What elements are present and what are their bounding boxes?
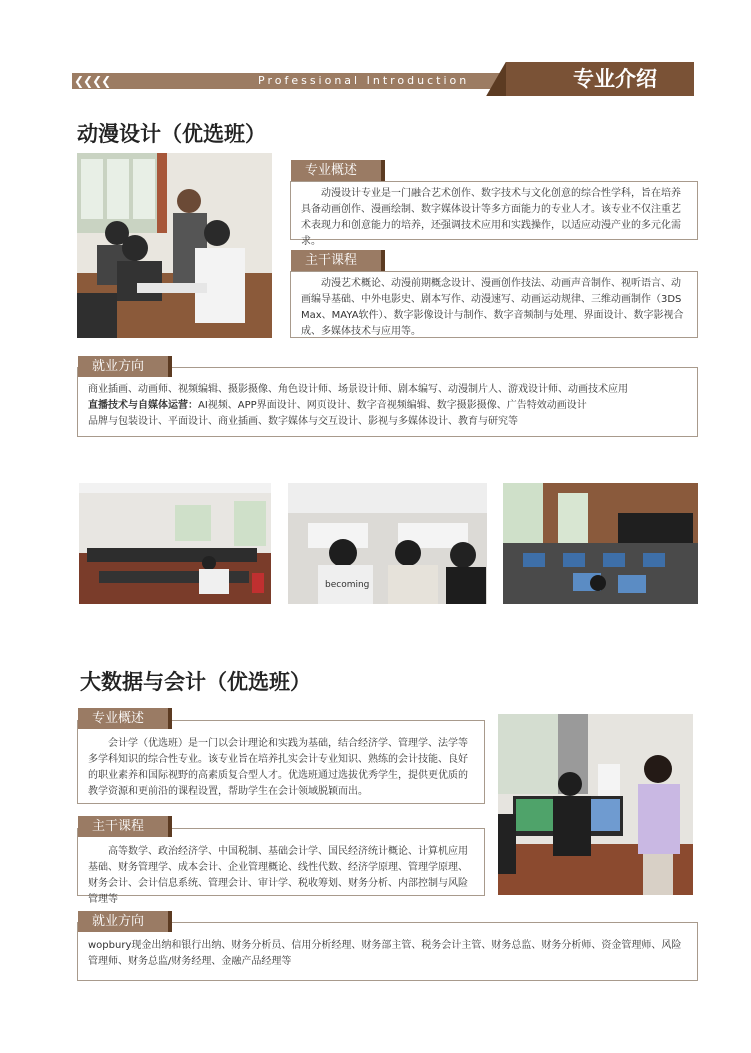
careers-line-2-bold: 直播技术与自媒体运营： xyxy=(88,400,198,411)
overview-box-2 xyxy=(77,720,485,804)
courses-text: 动漫艺术概论、动漫前期概念设计、漫画创作技法、动画声音制作、视听语言、动画编导基础、中外电影史、剧本写作、动漫速写、动画运动规律、三维动画制作（3DS Max、MAYA软件）、数字影像设计与制作、数字音频制与处理、界面设计、数字影视合成、多媒体技术与应用等。 xyxy=(301,278,684,337)
computer-lab-photo-3 xyxy=(503,483,698,604)
courses-text-2: 高等数学、政治经济学、中国税制、基础会计学、国民经济统计概论、计算机应用基础、财务管理学、成本会计、企业管理概论、线性代数、经济学原理、管理学原理、财务会计、会计信息系统、管理会计、审计学、税收筹划、财务分析、内部控制与风险管理等 xyxy=(88,846,468,905)
careers-line-2 xyxy=(88,398,687,414)
tab-overview: 专业概述 xyxy=(291,160,385,181)
courses-box xyxy=(290,271,698,338)
tab-careers-2: 就业方向 xyxy=(78,911,172,932)
section2-title: 大数据与会计（优选班） xyxy=(80,670,311,694)
accounting-classroom-photo xyxy=(498,714,693,895)
classroom-photo-teacher xyxy=(77,153,272,338)
section1-title: 动漫设计（优选班） xyxy=(77,122,266,146)
overview-box xyxy=(290,181,698,247)
computer-lab-photo-1 xyxy=(79,483,271,604)
computer-lab-photo-2 xyxy=(288,483,487,604)
header-chinese-title: 专业介绍 xyxy=(573,67,657,91)
tab-courses-2: 主干课程 xyxy=(78,816,172,837)
careers-text-2: wopbury现金出纳和银行出纳、财务分析员、信用分析经理、财务部主管、税务会计主管、财务总监、财务分析师、资金管理师、风险管理师、财务总监/财务经理、金融产品经理等 xyxy=(88,940,682,967)
careers-box xyxy=(77,367,698,437)
careers-line-3: 品牌与包装设计、平面设计、商业插画、数字媒体与交互设计、影视与多媒体设计、教育与研究等 xyxy=(88,416,518,427)
tab-careers: 就业方向 xyxy=(78,356,172,377)
tab-overview-2: 专业概述 xyxy=(78,708,172,729)
overview-text: 动漫设计专业是一门融合艺术创作、数字技术与文化创意的综合性学科，旨在培养具备动画创作、漫画绘制、数字媒体设计等多方面能力的专业人才。该专业不仅注重艺术表现力和创意能力的培养，还强调技术应用和实践操作，以适应动漫产业的多元化需求。 xyxy=(301,188,681,247)
overview-text-2: 会计学（优选班）是一门以会计理论和实践为基础，结合经济学、管理学、法学等多学科知识的综合性专业。该专业旨在培养扎实会计专业知识、熟练的会计技能、良好的职业素养和国际视野的高素质复合型人才。优选班通过选拔优秀学生，提供更优质的教学资源和更前沿的课程设置，帮助学生在会计领域脱颖而出。 xyxy=(88,738,468,797)
careers-line-1: 商业插画、动画师、视频编辑、摄影摄像、角色设计师、场景设计师、剧本编写、动漫制片人、游戏设计师、动画技术应用 xyxy=(88,384,628,395)
courses-box-2 xyxy=(77,828,485,905)
tab-courses: 主干课程 xyxy=(291,250,385,271)
careers-line-2-rest: AI视频、APP界面设计、网页设计、数字音视频编辑、数字摄影摄像、广告特效动画设计 xyxy=(198,400,587,411)
chevron-left-icon: ❮❮❮❮ xyxy=(74,74,111,88)
tshirt-text: becoming xyxy=(325,580,370,590)
header-english-title: Professional Introduction xyxy=(258,74,470,87)
